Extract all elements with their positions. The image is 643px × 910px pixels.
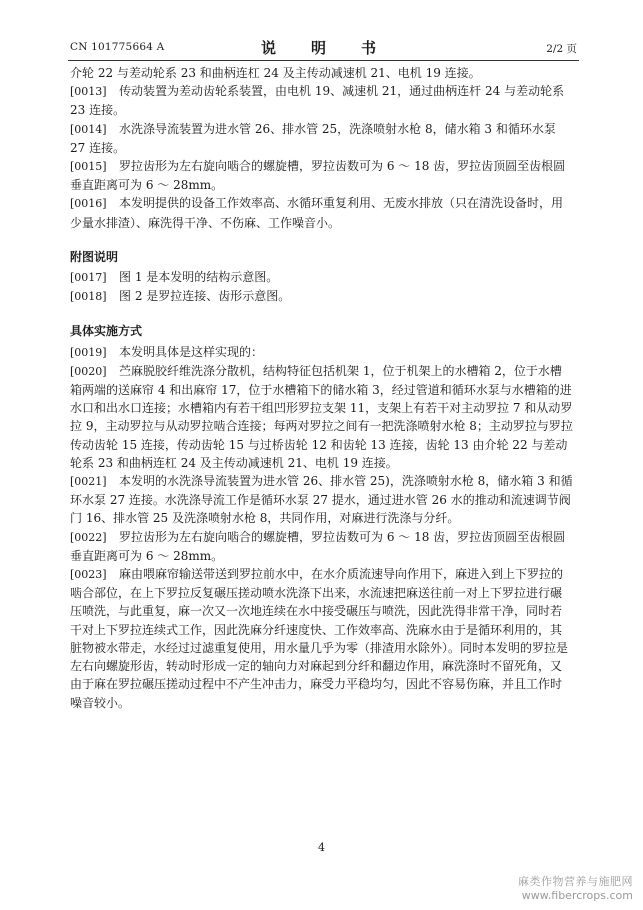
paragraph (70, 287, 573, 306)
watermark-site-name: 麻类作物营养与施肥网 (518, 875, 633, 888)
paragraph-text: 罗拉齿形为左右旋向啮合的螺旋槽，罗拉齿数可为 6 ～ 18 齿，罗拉齿顶圆至齿根圆垂直距离可为 6 ～ 28mm。 (70, 159, 566, 193)
paragraph-group-embodiment (70, 343, 573, 712)
paragraph-text: 本发明提供的设备工作效率高、水循环重复利用、无废水排放（只在清洗设备时，用少量水排渣）、麻洗得干净、不伤麻、工作噪音小。 (70, 196, 564, 230)
paragraph-group-summary (70, 82, 573, 232)
paragraph (70, 194, 573, 231)
paragraph-number: [0019] (70, 345, 107, 359)
page-number: 4 (318, 841, 325, 854)
paragraph (70, 268, 573, 287)
paragraph (70, 157, 573, 194)
watermark-url: www.fibercrops.com (521, 889, 633, 902)
document-body (70, 64, 573, 712)
watermark (518, 873, 633, 902)
paragraph-text: 苎麻脱胶纤维洗涤分散机，结构特征包括机架 1，位于机架上的水槽箱 2，位于水槽箱两端的送麻帘 4 和出麻帘 17，位于水槽箱下的储水箱 3，经过管道和循环水泵与水槽箱的进水口和出水口连接；水槽箱内有若干组凹形罗拉支架 11，支架上有若干对主动罗拉 7 和从动罗拉 9，主动罗拉与从动罗拉啮合连接；每两对罗拉之间有一把洗涤喷射水枪 8；主动罗拉与罗拉传动齿轮 15 连接，传动齿轮 15 与过桥齿轮 12 和齿轮 13 连接，齿轮 13 由介轮 22 与差动轮系 23 和曲柄连杠 24 及主传动减速机 21、电机 19 连接。 (70, 363, 573, 470)
paragraph (70, 343, 573, 362)
paragraph-text: 本发明具体是这样实现的： (119, 344, 264, 359)
paragraph-text: 本发明的水洗涤导流装置为进水管 26、排水管 25)，洗涤喷射水枪 8，储水箱 3 和循环水泵 27 连接。水洗涤导流工作是循环水泵 27 提水，通过进水管 26 水的推动和流速调节阀门 16、排水管 25 及洗涤喷射水枪 8，共同作用，对麻进行洗涤与分纤。 (70, 474, 573, 526)
paragraph-number: [0016] (70, 197, 107, 211)
paragraph-group-figures (70, 268, 573, 306)
paragraph-text: 水洗涤导流装置为进水管 26、排水管 25，洗涤喷射水枪 8，储水箱 3 和循环水泵 27 连接。 (70, 121, 556, 155)
paragraph (70, 528, 573, 565)
paragraph-number: [0017] (70, 271, 107, 285)
section-heading-embodiment: 具体实施方式 (70, 324, 143, 339)
paragraph-number: [0022] (70, 530, 107, 544)
paragraph-number: [0014] (70, 122, 107, 136)
paragraph (70, 472, 573, 528)
paragraph-number: [0018] (70, 290, 107, 304)
paragraph-number: [0013] (70, 85, 107, 99)
paragraph-number: [0023] (70, 568, 107, 582)
page-indicator: 2/2 页 (546, 43, 577, 55)
paragraph-number: [0015] (70, 160, 107, 174)
paragraph (70, 120, 573, 157)
paragraph (70, 565, 573, 712)
header-divider (68, 60, 579, 61)
paragraph-text: 传动装置为差动齿轮系装置，由电机 19、减速机 21，通过曲柄连杆 24 与差动轮系 23 连接。 (70, 84, 565, 118)
page-header (70, 37, 577, 57)
paragraph-text: 麻由喂麻帘输送带送到罗拉前水中，在水介质流速导向作用下，麻进入到上下罗拉的啮合部位，在上下罗拉反复碾压搓动喷水洗涤下出来，水流速把麻送往前一对上下罗拉进行碾压喷洗，与此重复，麻一次又一次地连续在水中接受碾压与喷洗，因此洗得非常干净，同时若干对上下罗拉连续式工作，因此洗麻分纤速度快、工作效率高、洗麻水由于是循环利用的，其脏物被水带走，水经过过滤重复使用，用水量几乎为零（排渣用水除外）。同时本发明的罗拉是左右向螺旋形齿，转动时形成一定的轴向力对麻起到分纤和翻边作用，麻洗涤时不留死角，又由于麻在罗拉碾压搓动过程中不产生冲击力，麻受力平稳均匀，因此不容易伤麻，并且工作时噪音较小。 (70, 567, 569, 710)
section-heading-figures: 附图说明 (70, 249, 119, 264)
paragraph-text: 罗拉齿形为左右旋向啮合的螺旋槽，罗拉齿数可为 6 ～ 18 齿，罗拉齿顶圆至齿根圆垂直距离可为 6 ～ 28mm。 (70, 529, 566, 563)
doc-title: 说 明 书 (260, 39, 386, 57)
paragraph-number: [0020] (70, 364, 107, 378)
paragraph-text: 图 1 是本发明的结构示意图。 (119, 270, 279, 285)
paragraph-number: [0021] (70, 475, 107, 489)
paragraph-text: 图 2 是罗拉连接、齿形示意图。 (119, 289, 291, 304)
doc-number: CN 101775664 A (70, 41, 165, 53)
paragraph (70, 82, 573, 119)
continuation-text: 介轮 22 与差动轮系 23 和曲柄连杠 24 及主传动减速机 21、电机 19 连接。 (70, 66, 481, 80)
paragraph (70, 362, 573, 472)
